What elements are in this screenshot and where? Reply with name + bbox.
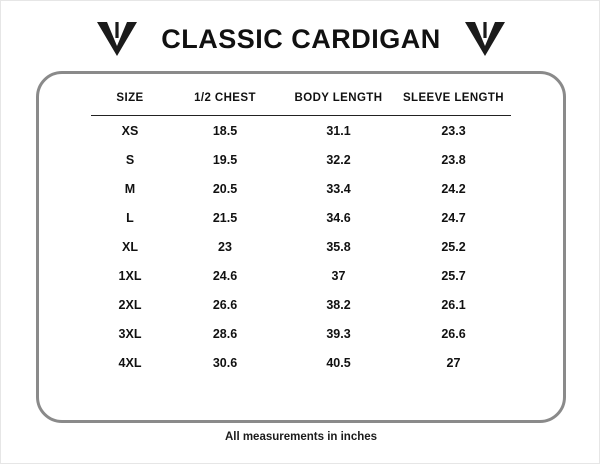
table-header <box>91 88 511 116</box>
size-table <box>91 88 511 377</box>
cell-sleeve-length: 24.2 <box>441 181 466 196</box>
cell-sleeve-length: 26.1 <box>441 297 466 312</box>
table-row <box>91 145 511 174</box>
cell-size: 3XL <box>118 326 142 341</box>
m-monogram-logo-left <box>95 20 139 58</box>
cell-half-chest: 18.5 <box>212 123 238 138</box>
cell-half-chest: 21.5 <box>212 210 238 225</box>
cell-size: M <box>124 181 136 196</box>
column-header-body-length: BODY LENGTH <box>294 92 383 104</box>
page-header <box>1 15 600 63</box>
cell-sleeve-length: 25.7 <box>441 268 466 283</box>
table-header-row <box>91 88 511 116</box>
table-body <box>91 116 511 378</box>
size-chart-card <box>36 71 566 423</box>
cell-body-length: 38.2 <box>326 297 351 312</box>
table-row <box>91 116 511 146</box>
cell-body-length: 40.5 <box>326 355 351 370</box>
cell-body-length: 39.3 <box>326 326 351 341</box>
table-row <box>91 232 511 261</box>
table-row <box>91 348 511 377</box>
column-header-sleeve-length: SLEEVE LENGTH <box>402 92 505 104</box>
cell-body-length: 33.4 <box>326 181 351 196</box>
cell-half-chest: 24.6 <box>212 268 238 283</box>
cell-half-chest: 23 <box>218 239 232 254</box>
cell-sleeve-length: 26.6 <box>441 326 466 341</box>
cell-half-chest: 19.5 <box>212 152 238 167</box>
table-row <box>91 290 511 319</box>
column-header-size: SIZE <box>116 92 144 104</box>
page-title: CLASSIC CARDIGAN <box>161 23 441 54</box>
cell-size: 4XL <box>118 355 142 370</box>
measurement-footnote: All measurements in inches <box>224 431 378 443</box>
table-row <box>91 174 511 203</box>
table-row <box>91 261 511 290</box>
cell-sleeve-length: 23.8 <box>441 152 466 167</box>
cell-half-chest: 28.6 <box>212 326 238 341</box>
cell-body-length: 35.8 <box>326 239 351 254</box>
cell-half-chest: 20.5 <box>212 181 238 196</box>
cell-body-length: 32.2 <box>326 152 351 167</box>
cell-body-length: 31.1 <box>326 123 351 138</box>
cell-sleeve-length: 23.3 <box>441 123 466 138</box>
cell-size: 1XL <box>118 268 142 283</box>
cell-sleeve-length: 24.7 <box>441 210 466 225</box>
cell-half-chest: 30.6 <box>212 355 238 370</box>
cell-size: L <box>126 210 134 225</box>
cell-body-length: 37 <box>331 268 346 283</box>
cell-body-length: 34.6 <box>326 210 351 225</box>
m-monogram-logo-right <box>463 20 507 58</box>
cell-sleeve-length: 27 <box>446 355 461 370</box>
table-row <box>91 319 511 348</box>
cell-size: S <box>125 152 135 167</box>
column-header-half-chest: 1/2 CHEST <box>194 92 256 104</box>
cell-sleeve-length: 25.2 <box>441 239 466 254</box>
cell-size: XS <box>121 123 139 138</box>
cell-size: 2XL <box>118 297 142 312</box>
table-row <box>91 203 511 232</box>
cell-size: XL <box>122 239 138 254</box>
cell-half-chest: 26.6 <box>212 297 238 312</box>
